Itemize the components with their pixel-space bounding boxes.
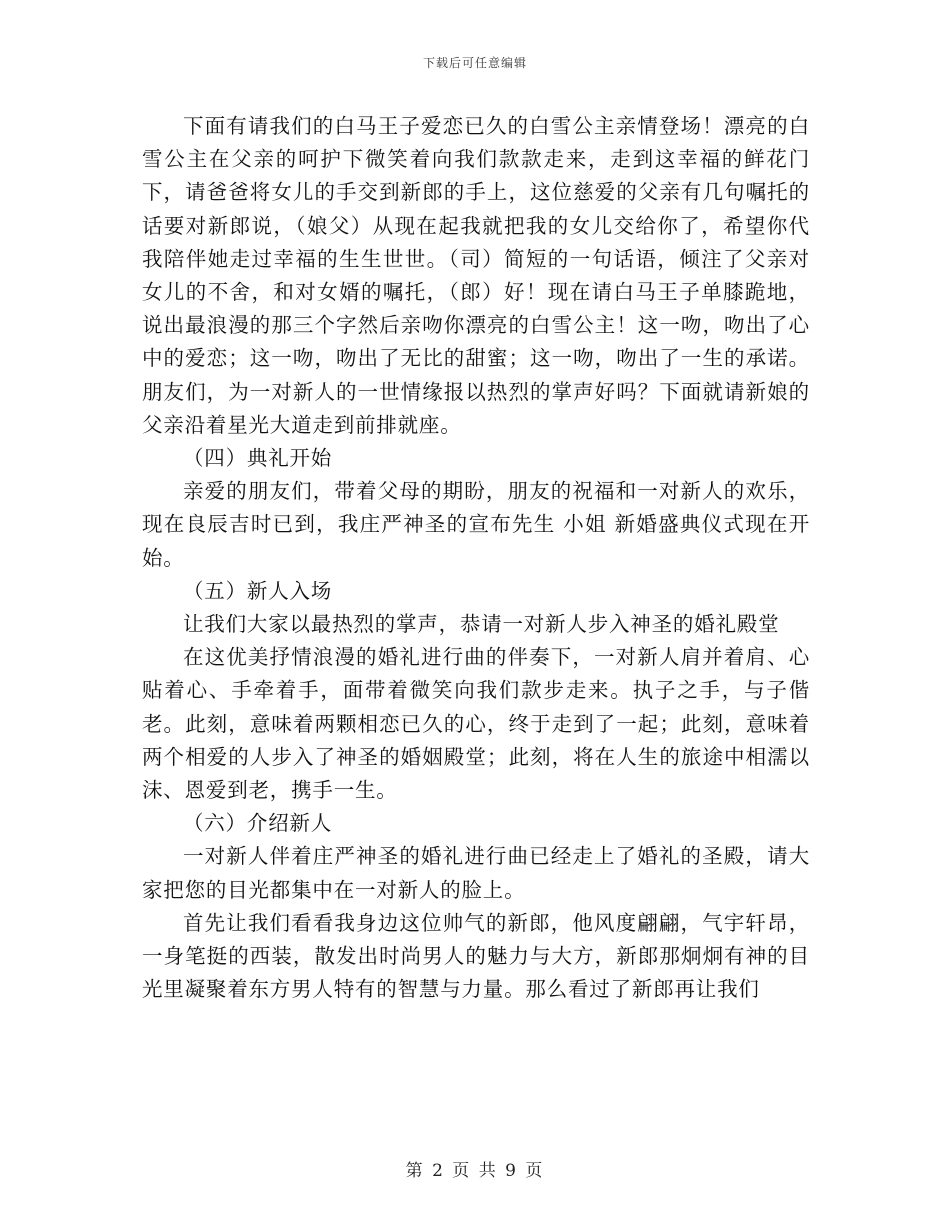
paragraph-bride-entrance: 下面有请我们的白马王子爱恋已久的白雪公主亲情登场！漂亮的白雪公主在父亲的呵护下微笑着向我们款款走来，走到这幸福的鲜花门下，请爸爸将女儿的手交到新郎的手上，这位慈爱的父亲有几句嘱托的话要对新郎说，（娘父）从现在起我就把我的女儿交给你了，希望你代我陪伴她走过幸福的生生世世。（司）简短的一句话语，倾注了父亲对女儿的不舍，和对女婿的嘱托，（郎）好！现在请白马王子单膝跪地，说出最浪漫的那三个字然后亲吻你漂亮的白雪公主！这一吻，吻出了心中的爱恋；这一吻，吻出了无比的甜蜜；这一吻，吻出了一生的承诺。朋友们，为一对新人的一世情缘报以热烈的掌声好吗？下面就请新娘的父亲沿着星光大道走到前排就座。 — [142, 114, 810, 437]
page-number: 第 2 页 共 9 页 — [405, 1161, 545, 1181]
paragraph-groom-description: 首先让我们看看我身边这位帅气的新郎，他风度翩翩，气宇轩昂，一身笔挺的西装，散发出时尚男人的魅力与大方，新郎那炯炯有神的目光里凝聚着东方男人特有的智慧与力量。那么看过了新郎再让我们 — [142, 910, 810, 1002]
section-heading-couple-entrance: （五）新人入场 — [183, 578, 333, 603]
document-body — [142, 110, 810, 1006]
section-heading-ceremony-start: （四）典礼开始 — [183, 446, 333, 471]
paragraph-ceremony-start: 亲爱的朋友们，带着父母的期盼，朋友的祝福和一对新人的欢乐，现在良辰吉时已到，我庄严神圣的宣布先生 小姐 新婚盛典仪式现在开始。 — [142, 479, 810, 570]
paragraph-couple-on-stage: 一对新人伴着庄严神圣的婚礼进行曲已经走上了婚礼的圣殿，请大家把您的目光都集中在一对新人的脸上。 — [142, 844, 810, 902]
page-header: 下载后可任意编辑 — [422, 56, 527, 70]
paragraph-wedding-march: 在这优美抒情浪漫的婚礼进行曲的伴奏下，一对新人肩并着肩、心贴着心、手牵着手，面带着微笑向我们款步走来。执子之手，与子偕老。此刻，意味着两颗相恋已久的心，终于走到了一起；此刻，意味着两个相爱的人步入了神圣的婚姻殿堂；此刻，将在人生的旅途中相濡以沫、恩爱到老，携手一生。 — [142, 645, 810, 803]
section-heading-introduce-couple: （六）介绍新人 — [183, 811, 333, 836]
paragraph-applause: 让我们大家以最热烈的掌声，恭请一对新人步入神圣的婚礼殿堂 — [183, 612, 780, 637]
